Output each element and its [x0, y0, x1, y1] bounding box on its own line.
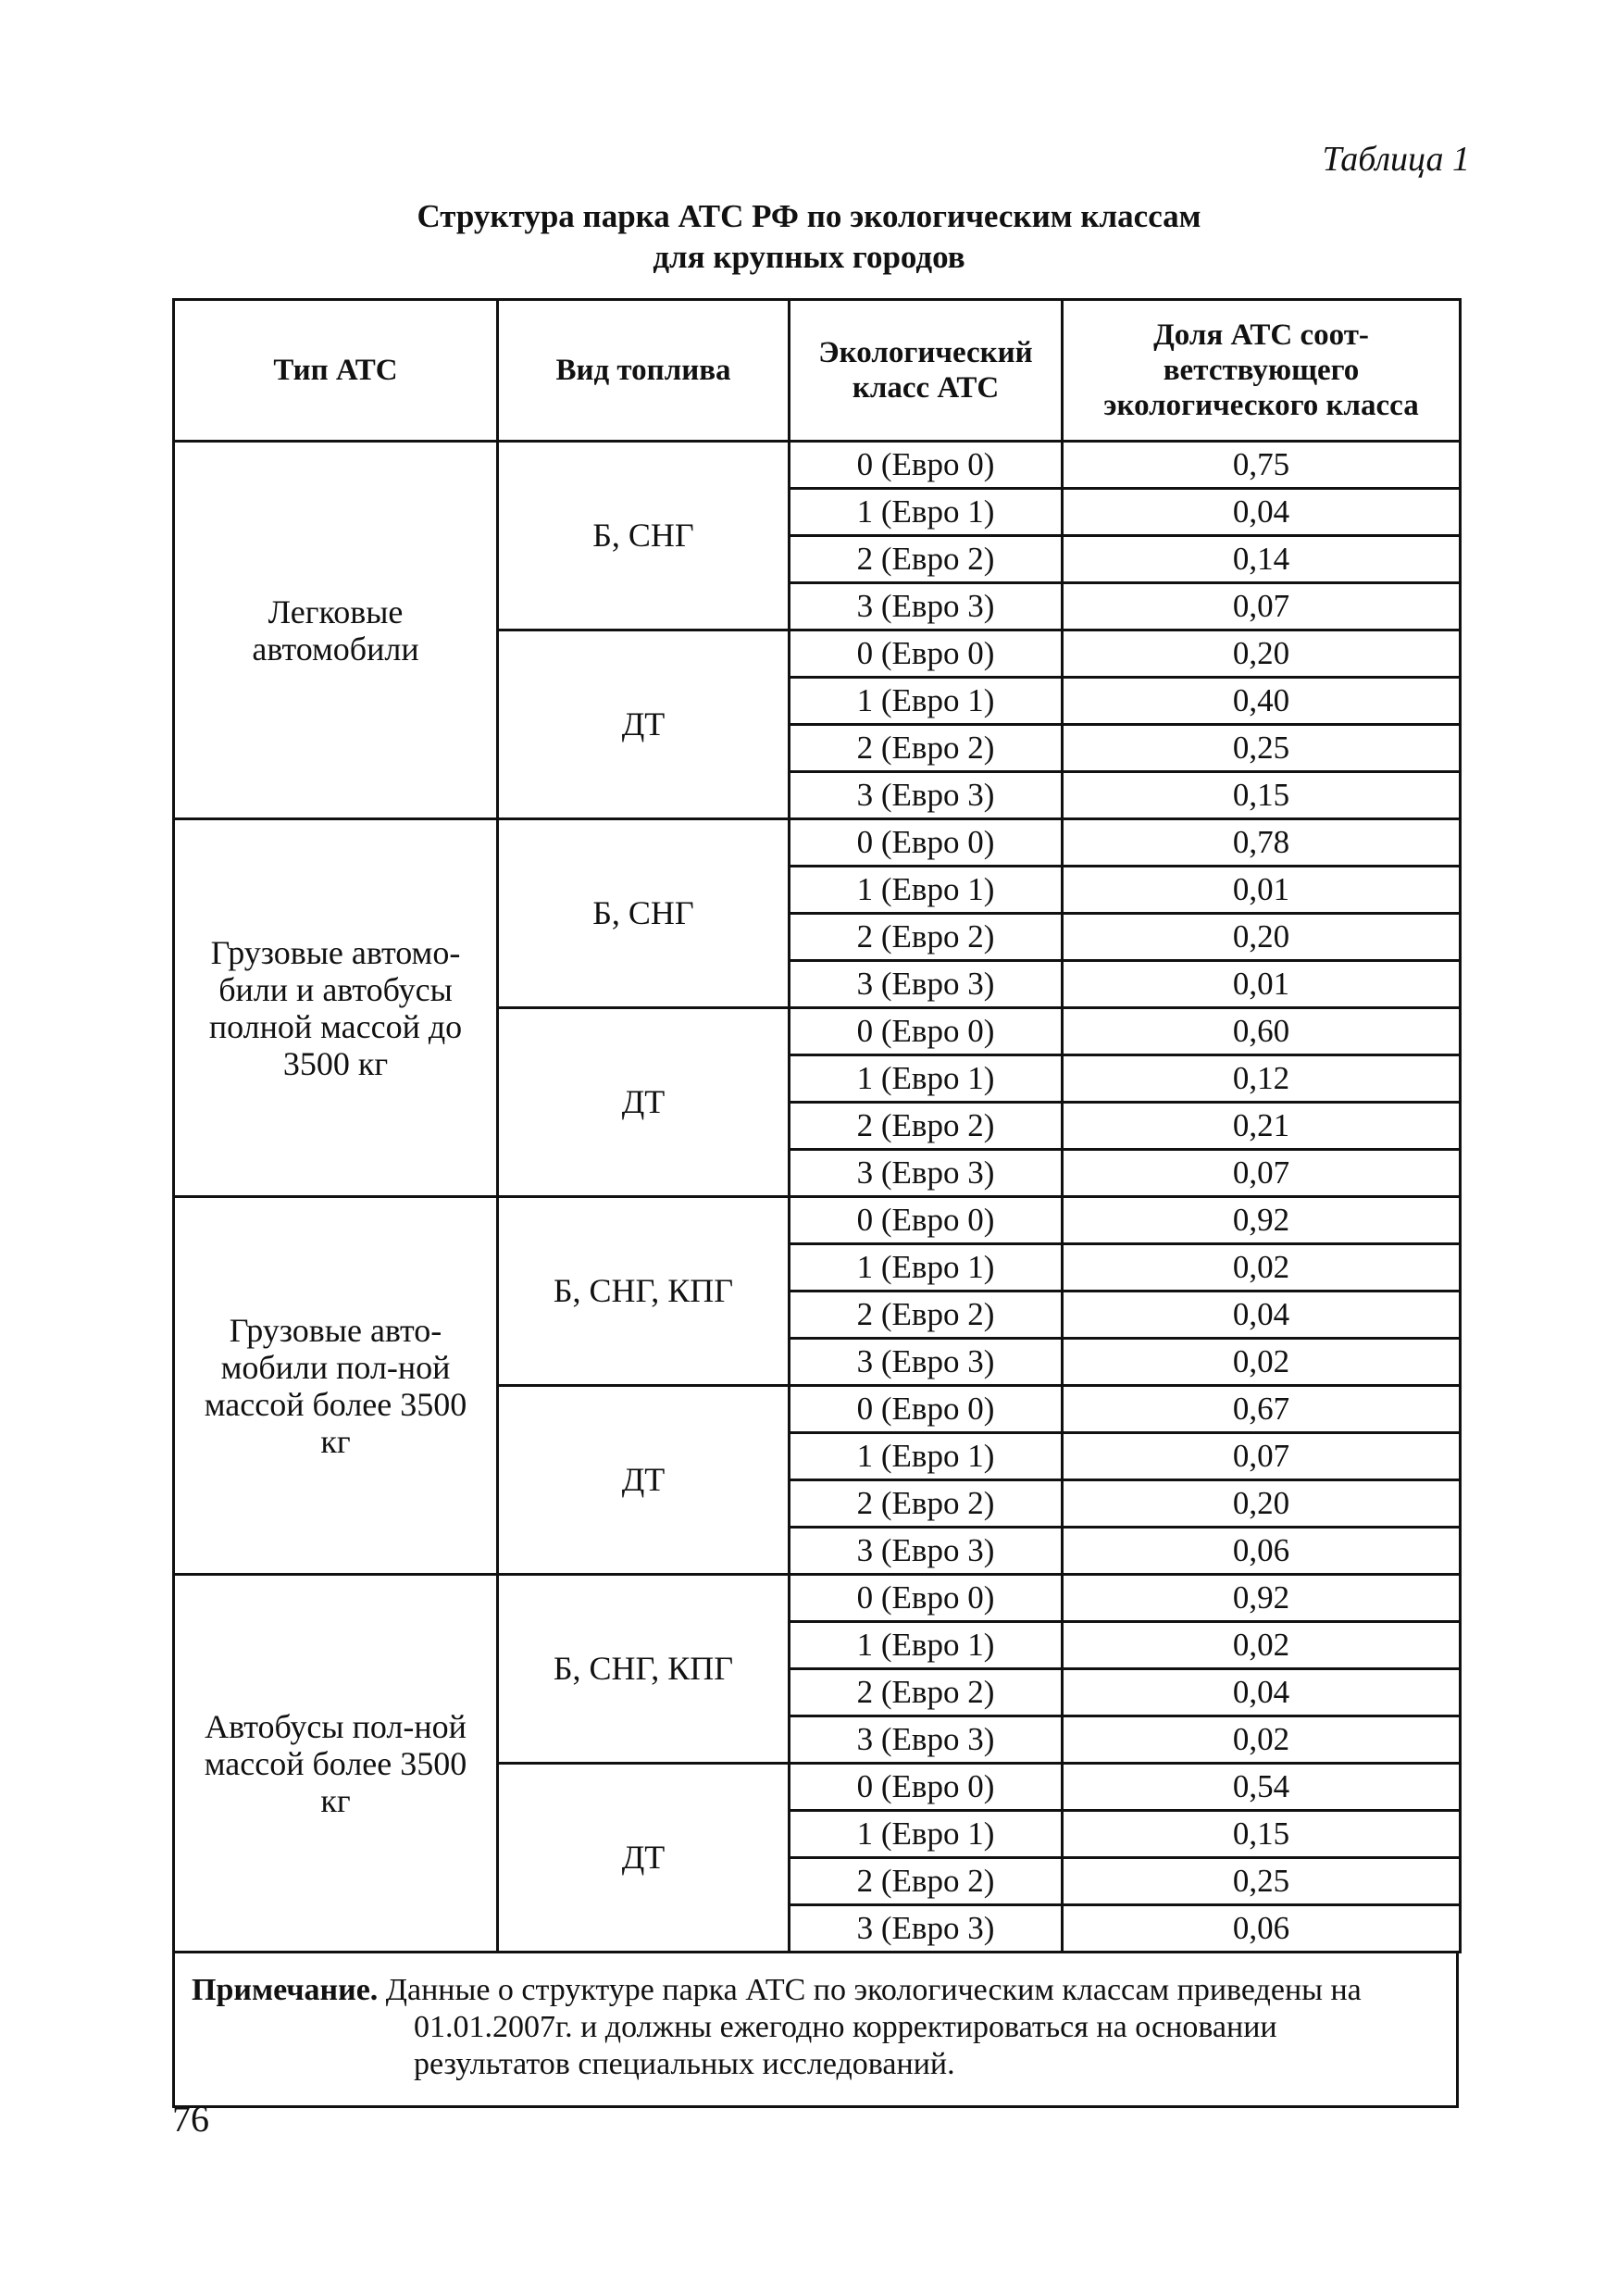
note-box — [172, 1953, 1459, 2108]
share-value-cell: 0,02 — [1063, 1339, 1461, 1386]
table-row — [174, 819, 1461, 867]
share-value-cell: 0,04 — [1063, 1669, 1461, 1716]
header-class: Экологический класс АТС — [790, 300, 1063, 442]
fuel-type-cell: Б, СНГ — [498, 819, 790, 1008]
share-value-cell: 0,20 — [1063, 914, 1461, 961]
title-line-2: для крупных городов — [653, 239, 965, 275]
share-value-cell: 0,06 — [1063, 1528, 1461, 1575]
share-value-cell: 0,20 — [1063, 1480, 1461, 1528]
share-value-cell: 0,67 — [1063, 1386, 1461, 1433]
eco-class-cell: 0 (Евро 0) — [790, 1008, 1063, 1055]
eco-class-cell: 0 (Евро 0) — [790, 1386, 1063, 1433]
eco-class-cell: 0 (Евро 0) — [790, 819, 1063, 867]
eco-class-table — [172, 298, 1462, 1953]
share-value-cell: 0,02 — [1063, 1716, 1461, 1764]
eco-class-cell: 2 (Евро 2) — [790, 725, 1063, 772]
vehicle-type-cell: Автобусы пол-ной массой более 3500 кг — [174, 1575, 498, 1953]
page-number: 76 — [172, 2098, 209, 2140]
vehicle-type-cell: Легковые автомобили — [174, 442, 498, 819]
share-value-cell: 0,04 — [1063, 1292, 1461, 1339]
header-type: Тип АТС — [174, 300, 498, 442]
share-value-cell: 0,78 — [1063, 819, 1461, 867]
note-text: Данные о структуре парка АТС по экологическим классам приведены на 01.01.2007г. и должны ежегодно корректироваться на основании результатов специальных исследований. — [385, 1973, 1362, 2081]
eco-class-cell: 2 (Евро 2) — [790, 1103, 1063, 1150]
share-value-cell: 0,75 — [1063, 442, 1461, 489]
share-value-cell: 0,92 — [1063, 1197, 1461, 1244]
eco-class-cell: 3 (Евро 3) — [790, 961, 1063, 1008]
share-value-cell: 0,20 — [1063, 630, 1461, 678]
table-row — [174, 1197, 1461, 1244]
table-row — [174, 1575, 1461, 1622]
share-value-cell: 0,15 — [1063, 772, 1461, 819]
eco-class-cell: 3 (Евро 3) — [790, 772, 1063, 819]
share-value-cell: 0,01 — [1063, 961, 1461, 1008]
eco-class-cell: 1 (Евро 1) — [790, 1244, 1063, 1292]
table-body — [174, 442, 1461, 1953]
share-value-cell: 0,25 — [1063, 1858, 1461, 1905]
eco-class-cell: 2 (Евро 2) — [790, 536, 1063, 583]
share-value-cell: 0,07 — [1063, 583, 1461, 630]
note-paragraph — [192, 1972, 1439, 2083]
eco-class-cell: 3 (Евро 3) — [790, 1528, 1063, 1575]
share-value-cell: 0,60 — [1063, 1008, 1461, 1055]
eco-class-cell: 2 (Евро 2) — [790, 1292, 1063, 1339]
share-value-cell: 0,01 — [1063, 867, 1461, 914]
share-value-cell: 0,02 — [1063, 1622, 1461, 1669]
eco-class-cell: 2 (Евро 2) — [790, 1669, 1063, 1716]
fuel-type-cell: ДТ — [498, 1008, 790, 1197]
share-value-cell: 0,25 — [1063, 725, 1461, 772]
share-value-cell: 0,15 — [1063, 1811, 1461, 1858]
eco-class-cell: 0 (Евро 0) — [790, 1764, 1063, 1811]
vehicle-type-cell: Грузовые авто-мобили пол-ной массой более 3500 кг — [174, 1197, 498, 1575]
share-value-cell: 0,12 — [1063, 1055, 1461, 1103]
vehicle-type-cell: Грузовые автомо-били и автобусы полной массой до 3500 кг — [174, 819, 498, 1197]
eco-class-cell: 1 (Евро 1) — [790, 1622, 1063, 1669]
eco-class-cell: 0 (Евро 0) — [790, 1575, 1063, 1622]
share-value-cell: 0,04 — [1063, 489, 1461, 536]
share-value-cell: 0,40 — [1063, 678, 1461, 725]
share-value-cell: 0,06 — [1063, 1905, 1461, 1953]
eco-class-cell: 0 (Евро 0) — [790, 630, 1063, 678]
table-label: Таблица 1 — [1322, 140, 1470, 179]
title-line-1: Структура парка АТС РФ по экологическим классам — [417, 198, 1201, 234]
header-fuel: Вид топлива — [498, 300, 790, 442]
eco-class-cell: 2 (Евро 2) — [790, 1480, 1063, 1528]
share-value-cell: 0,07 — [1063, 1150, 1461, 1197]
eco-class-cell: 0 (Евро 0) — [790, 1197, 1063, 1244]
share-value-cell: 0,14 — [1063, 536, 1461, 583]
fuel-type-cell: ДТ — [498, 1386, 790, 1575]
eco-class-cell: 1 (Евро 1) — [790, 1055, 1063, 1103]
table-title — [0, 196, 1618, 278]
eco-class-cell: 3 (Евро 3) — [790, 1716, 1063, 1764]
eco-class-cell: 3 (Евро 3) — [790, 1905, 1063, 1953]
eco-class-cell: 1 (Евро 1) — [790, 1811, 1063, 1858]
eco-class-cell: 3 (Евро 3) — [790, 1150, 1063, 1197]
share-value-cell: 0,07 — [1063, 1433, 1461, 1480]
header-row — [174, 300, 1461, 442]
note-label: Примечание. — [192, 1973, 379, 2007]
eco-class-cell: 1 (Евро 1) — [790, 867, 1063, 914]
fuel-type-cell: Б, СНГ, КПГ — [498, 1197, 790, 1386]
share-value-cell: 0,92 — [1063, 1575, 1461, 1622]
table-row — [174, 442, 1461, 489]
eco-class-cell: 3 (Евро 3) — [790, 1339, 1063, 1386]
fuel-type-cell: Б, СНГ, КПГ — [498, 1575, 790, 1764]
eco-class-cell: 0 (Евро 0) — [790, 442, 1063, 489]
eco-class-cell: 1 (Евро 1) — [790, 678, 1063, 725]
share-value-cell: 0,21 — [1063, 1103, 1461, 1150]
eco-class-cell: 3 (Евро 3) — [790, 583, 1063, 630]
fuel-type-cell: ДТ — [498, 1764, 790, 1953]
share-value-cell: 0,54 — [1063, 1764, 1461, 1811]
header-share: Доля АТС соот-ветствующего экологического класса — [1063, 300, 1461, 442]
eco-class-cell: 2 (Евро 2) — [790, 914, 1063, 961]
fuel-type-cell: Б, СНГ — [498, 442, 790, 630]
eco-class-cell: 1 (Евро 1) — [790, 1433, 1063, 1480]
table-wrapper — [172, 298, 1459, 2108]
fuel-type-cell: ДТ — [498, 630, 790, 819]
eco-class-cell: 2 (Евро 2) — [790, 1858, 1063, 1905]
share-value-cell: 0,02 — [1063, 1244, 1461, 1292]
eco-class-cell: 1 (Евро 1) — [790, 489, 1063, 536]
